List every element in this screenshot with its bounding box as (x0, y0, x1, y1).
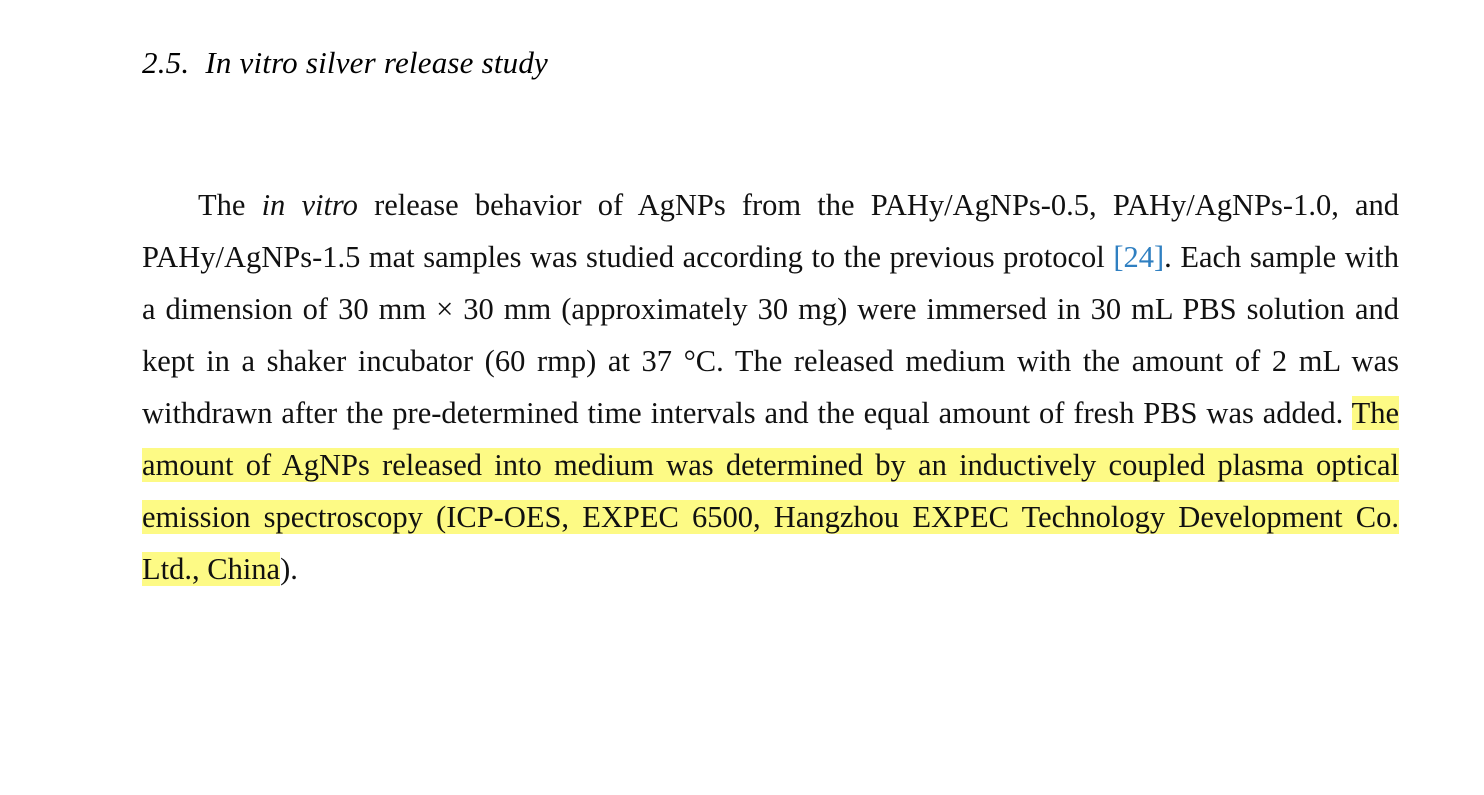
section-number: 2.5. (142, 45, 190, 80)
highlighted-text: The amount of AgNPs released into medium was determined by an inductively coupled plasma optical emission spectroscopy (ICP-OES, EXPEC 6500, Hangzhou EXPEC Technology Development Co. Ltd., China (142, 395, 1399, 586)
body-paragraph (142, 179, 1399, 595)
citation-link-24[interactable]: [24] (1113, 239, 1165, 274)
section-title: In vitro silver release study (205, 45, 549, 80)
paragraph-text-part-1: The (198, 187, 262, 222)
paragraph-text-part-2: release behavior of AgNPs from the PAHy/AgNPs-0.5, PAHy/AgNPs-1.0, and PAHy/AgNPs-1.5 mat samples was studied according to the previous protocol (142, 187, 1399, 274)
section-heading (142, 44, 1402, 82)
paragraph-text-part-3: . Each sample with a dimension of 30 mm × 30 mm (approximately 30 mg) were immersed in 30 mL PBS solution and kept in a shaker incubator (60 rmp) at 37 °C. The released medium with the amount of 2 mL was withdrawn after the pre-determined time intervals and the equal amount of fresh PBS was added. (142, 239, 1399, 430)
paragraph-text-part-4: ). (280, 551, 298, 586)
paragraph-text-italic: in vitro (261, 187, 358, 222)
